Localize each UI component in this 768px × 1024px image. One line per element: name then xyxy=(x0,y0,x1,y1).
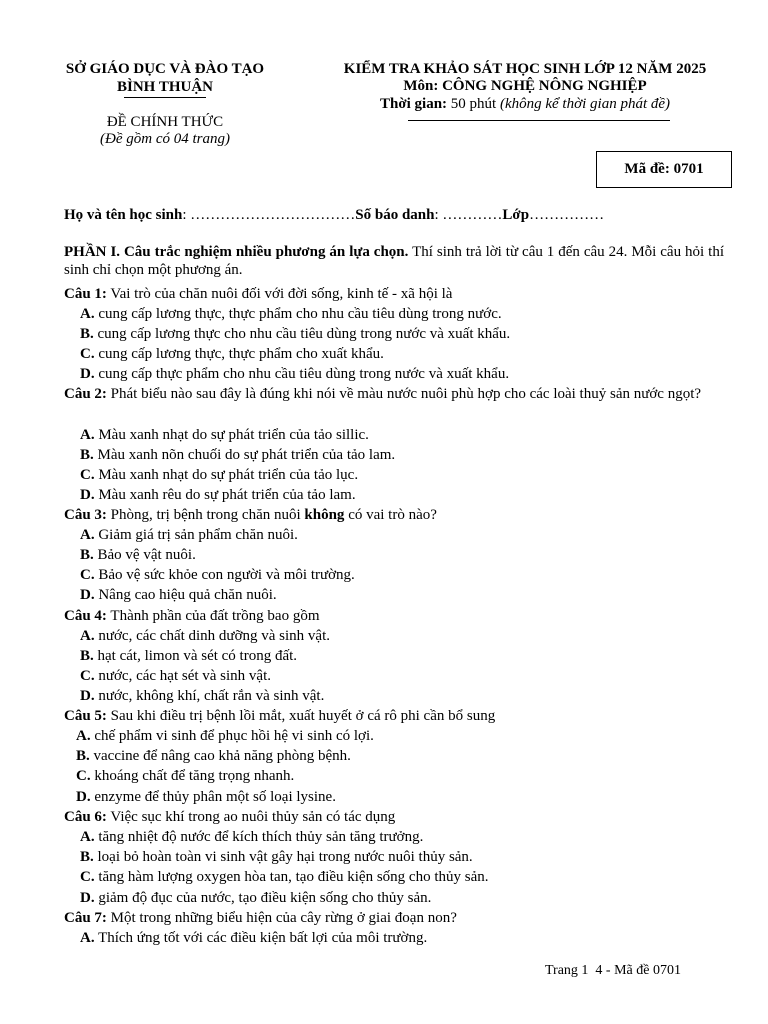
option-text: cung cấp lương thực, thực phẩm cho xuất khẩu. xyxy=(94,346,384,362)
option-letter: B. xyxy=(76,748,90,764)
option-c xyxy=(80,666,271,686)
option-text: Màu xanh rêu do sự phát triển của tảo lam. xyxy=(94,487,356,503)
option-letter: B. xyxy=(80,326,94,342)
option-letter: A. xyxy=(80,829,95,845)
student-info-line xyxy=(64,205,604,225)
option-letter: A. xyxy=(76,728,91,744)
option-text: hạt cát, limon và sét có trong đất. xyxy=(93,648,298,664)
option-text: cung cấp thực phẩm cho nhu cầu tiêu dùng trong nước và xuất khẩu. xyxy=(94,366,510,382)
exam-title: KIỂM TRA KHẢO SÁT HỌC SINH LỚP 12 NĂM 2025 xyxy=(343,61,707,77)
option-b xyxy=(76,746,351,766)
question-text: Sau khi điều trị bệnh lồi mắt, xuất huyết ở cá rô phi cần bổ sung xyxy=(106,708,496,724)
question-1 xyxy=(64,284,452,304)
option-c xyxy=(76,766,294,786)
part1-instruction: Thí sinh trả lời từ câu 1 đến câu 24. Mỗi câu hỏi thí sinh chỉ chọn một phương án. xyxy=(64,244,724,278)
name-label: Họ và tên học sinh xyxy=(64,207,183,223)
option-text: nước, không khí, chất rắn và sinh vật. xyxy=(94,688,325,704)
class-blank: …………… xyxy=(529,207,605,223)
department-line-2: BÌNH THUẬN xyxy=(117,79,213,95)
option-text: Màu xanh nõn chuối do sự phát triển của tảo lam. xyxy=(93,447,396,463)
student-id-label: Số báo danh xyxy=(355,207,435,223)
option-text: khoáng chất để tăng trọng nhanh. xyxy=(90,768,295,784)
option-text: loại bỏ hoàn toàn vi sinh vật gây hại trong nước nuôi thủy sản. xyxy=(93,849,473,865)
option-letter: C. xyxy=(80,567,95,583)
option-d xyxy=(80,686,324,706)
option-letter: A. xyxy=(80,427,95,443)
name-blank: : …………………………… xyxy=(182,207,356,223)
option-text: chế phẩm vi sinh để phục hồi hệ vi sinh có lợi. xyxy=(90,728,374,744)
student-id-blank: : ………… xyxy=(434,207,503,223)
option-letter: C. xyxy=(80,869,95,885)
question-text: Vai trò của chăn nuôi đối với đời sống, kinh tế - xã hội là xyxy=(106,286,453,302)
official-label: ĐỀ CHÍNH THỨC xyxy=(106,114,224,130)
option-c xyxy=(80,465,358,485)
option-letter: D. xyxy=(80,366,95,382)
option-c xyxy=(80,867,489,887)
option-text: Màu xanh nhạt do sự phát triển của tảo lục. xyxy=(94,467,359,483)
time-note: (không kể thời gian phát đề) xyxy=(499,96,671,112)
department-line-1: SỞ GIÁO DỤC VÀ ĐÀO TẠO xyxy=(65,61,265,77)
question-text-end: có vai trò nào? xyxy=(344,507,437,523)
option-b xyxy=(80,646,297,666)
option-text: Bảo vệ sức khỏe con người và môi trường. xyxy=(94,567,355,583)
question-text: Một trong những biểu hiện của cây rừng ở giai đoạn non? xyxy=(106,910,457,926)
option-letter: A. xyxy=(80,527,95,543)
question-7 xyxy=(64,908,457,928)
option-letter: A. xyxy=(80,306,95,322)
option-text: enzyme để thủy phân một số loại lysine. xyxy=(90,789,336,805)
option-text: Màu xanh nhạt do sự phát triển của tảo sillic. xyxy=(94,427,369,443)
option-a xyxy=(80,525,298,545)
question-emphasis: không xyxy=(304,507,345,523)
option-d xyxy=(80,888,431,908)
exam-code-box: Mã đề: 0701 xyxy=(596,151,732,188)
option-letter: D. xyxy=(80,688,95,704)
exam-underline xyxy=(408,120,670,121)
department-underline xyxy=(124,97,206,98)
option-letter: D. xyxy=(80,890,95,906)
option-text: Thích ứng tốt với các điều kiện bất lợi của môi trường. xyxy=(94,930,428,946)
option-letter: C. xyxy=(80,346,95,362)
time-line xyxy=(310,95,740,113)
option-b xyxy=(80,545,196,565)
question-label: Câu 6: xyxy=(64,809,107,825)
option-a xyxy=(80,304,502,324)
option-text: nước, các chất dinh dưỡng và sinh vật. xyxy=(94,628,330,644)
time-value: 50 phút xyxy=(447,96,500,112)
option-a xyxy=(76,726,374,746)
option-letter: D. xyxy=(80,487,95,503)
page-footer: Trang 1 4 - Mã đề 0701 xyxy=(545,963,681,978)
option-a xyxy=(80,626,330,646)
option-text: tăng nhiệt độ nước để kích thích thủy sản tăng trưởng. xyxy=(94,829,424,845)
option-text: nước, các hạt sét và sinh vật. xyxy=(94,668,272,684)
department-name xyxy=(40,60,290,96)
question-text: Việc sục khí trong ao nuôi thủy sản có tác dụng xyxy=(106,809,396,825)
pages-note: (Đề gồm có 04 trang) xyxy=(100,131,230,147)
option-letter: C. xyxy=(80,467,95,483)
question-2 xyxy=(64,385,724,404)
question-3 xyxy=(64,505,437,525)
option-text: Bảo vệ vật nuôi. xyxy=(93,547,196,563)
question-text: Phòng, trị bệnh trong chăn nuôi xyxy=(106,507,305,523)
option-d xyxy=(80,585,277,605)
option-text: giảm độ đục của nước, tạo điều kiện sống cho thủy sản. xyxy=(94,890,432,906)
option-text: vaccine để nâng cao khả năng phòng bệnh. xyxy=(89,748,351,764)
question-5 xyxy=(64,706,495,726)
question-label: Câu 5: xyxy=(64,708,107,724)
option-letter: C. xyxy=(80,668,95,684)
option-letter: A. xyxy=(80,628,95,644)
class-label: Lớp xyxy=(502,207,530,223)
part1-heading xyxy=(64,243,724,279)
option-b xyxy=(80,324,510,344)
option-b xyxy=(80,847,473,867)
option-c xyxy=(80,344,384,364)
option-letter: B. xyxy=(80,547,94,563)
question-6 xyxy=(64,807,395,827)
option-d xyxy=(80,364,509,384)
option-a xyxy=(80,928,427,948)
option-letter: D. xyxy=(76,789,91,805)
option-letter: A. xyxy=(80,930,95,946)
option-a xyxy=(80,827,423,847)
option-c xyxy=(80,565,355,585)
question-text: Phát biểu nào sau đây là đúng khi nói về màu nước nuôi phù hợp cho các loài thuỷ sản nước ngọt? xyxy=(106,386,702,402)
question-text: Thành phần của đất trồng bao gồm xyxy=(106,608,320,624)
part1-title: PHẦN I. Câu trắc nghiệm nhiều phương án lựa chọn. xyxy=(64,244,409,260)
option-text: Giảm giá trị sản phẩm chăn nuôi. xyxy=(94,527,298,543)
option-text: cung cấp lương thực cho nhu cầu tiêu dùng trong nước và xuất khẩu. xyxy=(93,326,511,342)
option-d xyxy=(76,787,336,807)
question-4 xyxy=(64,606,320,626)
option-d xyxy=(80,485,356,505)
question-label: Câu 3: xyxy=(64,507,107,523)
option-text: cung cấp lương thực, thực phẩm cho nhu cầu tiêu dùng trong nước. xyxy=(94,306,502,322)
option-letter: B. xyxy=(80,648,94,664)
option-letter: B. xyxy=(80,849,94,865)
question-label: Câu 7: xyxy=(64,910,107,926)
question-label: Câu 2: xyxy=(64,386,107,402)
option-letter: C. xyxy=(76,768,91,784)
option-b xyxy=(80,445,395,465)
option-text: tăng hàm lượng oxygen hòa tan, tạo điều kiện sống cho thủy sản. xyxy=(94,869,489,885)
option-letter: B. xyxy=(80,447,94,463)
option-a xyxy=(80,425,369,445)
subject-line: Môn: CÔNG NGHỆ NÔNG NGHIỆP xyxy=(403,78,647,94)
time-label: Thời gian: xyxy=(379,96,448,112)
question-label: Câu 1: xyxy=(64,286,107,302)
option-text: Nâng cao hiệu quả chăn nuôi. xyxy=(94,587,277,603)
question-label: Câu 4: xyxy=(64,608,107,624)
option-letter: D. xyxy=(80,587,95,603)
